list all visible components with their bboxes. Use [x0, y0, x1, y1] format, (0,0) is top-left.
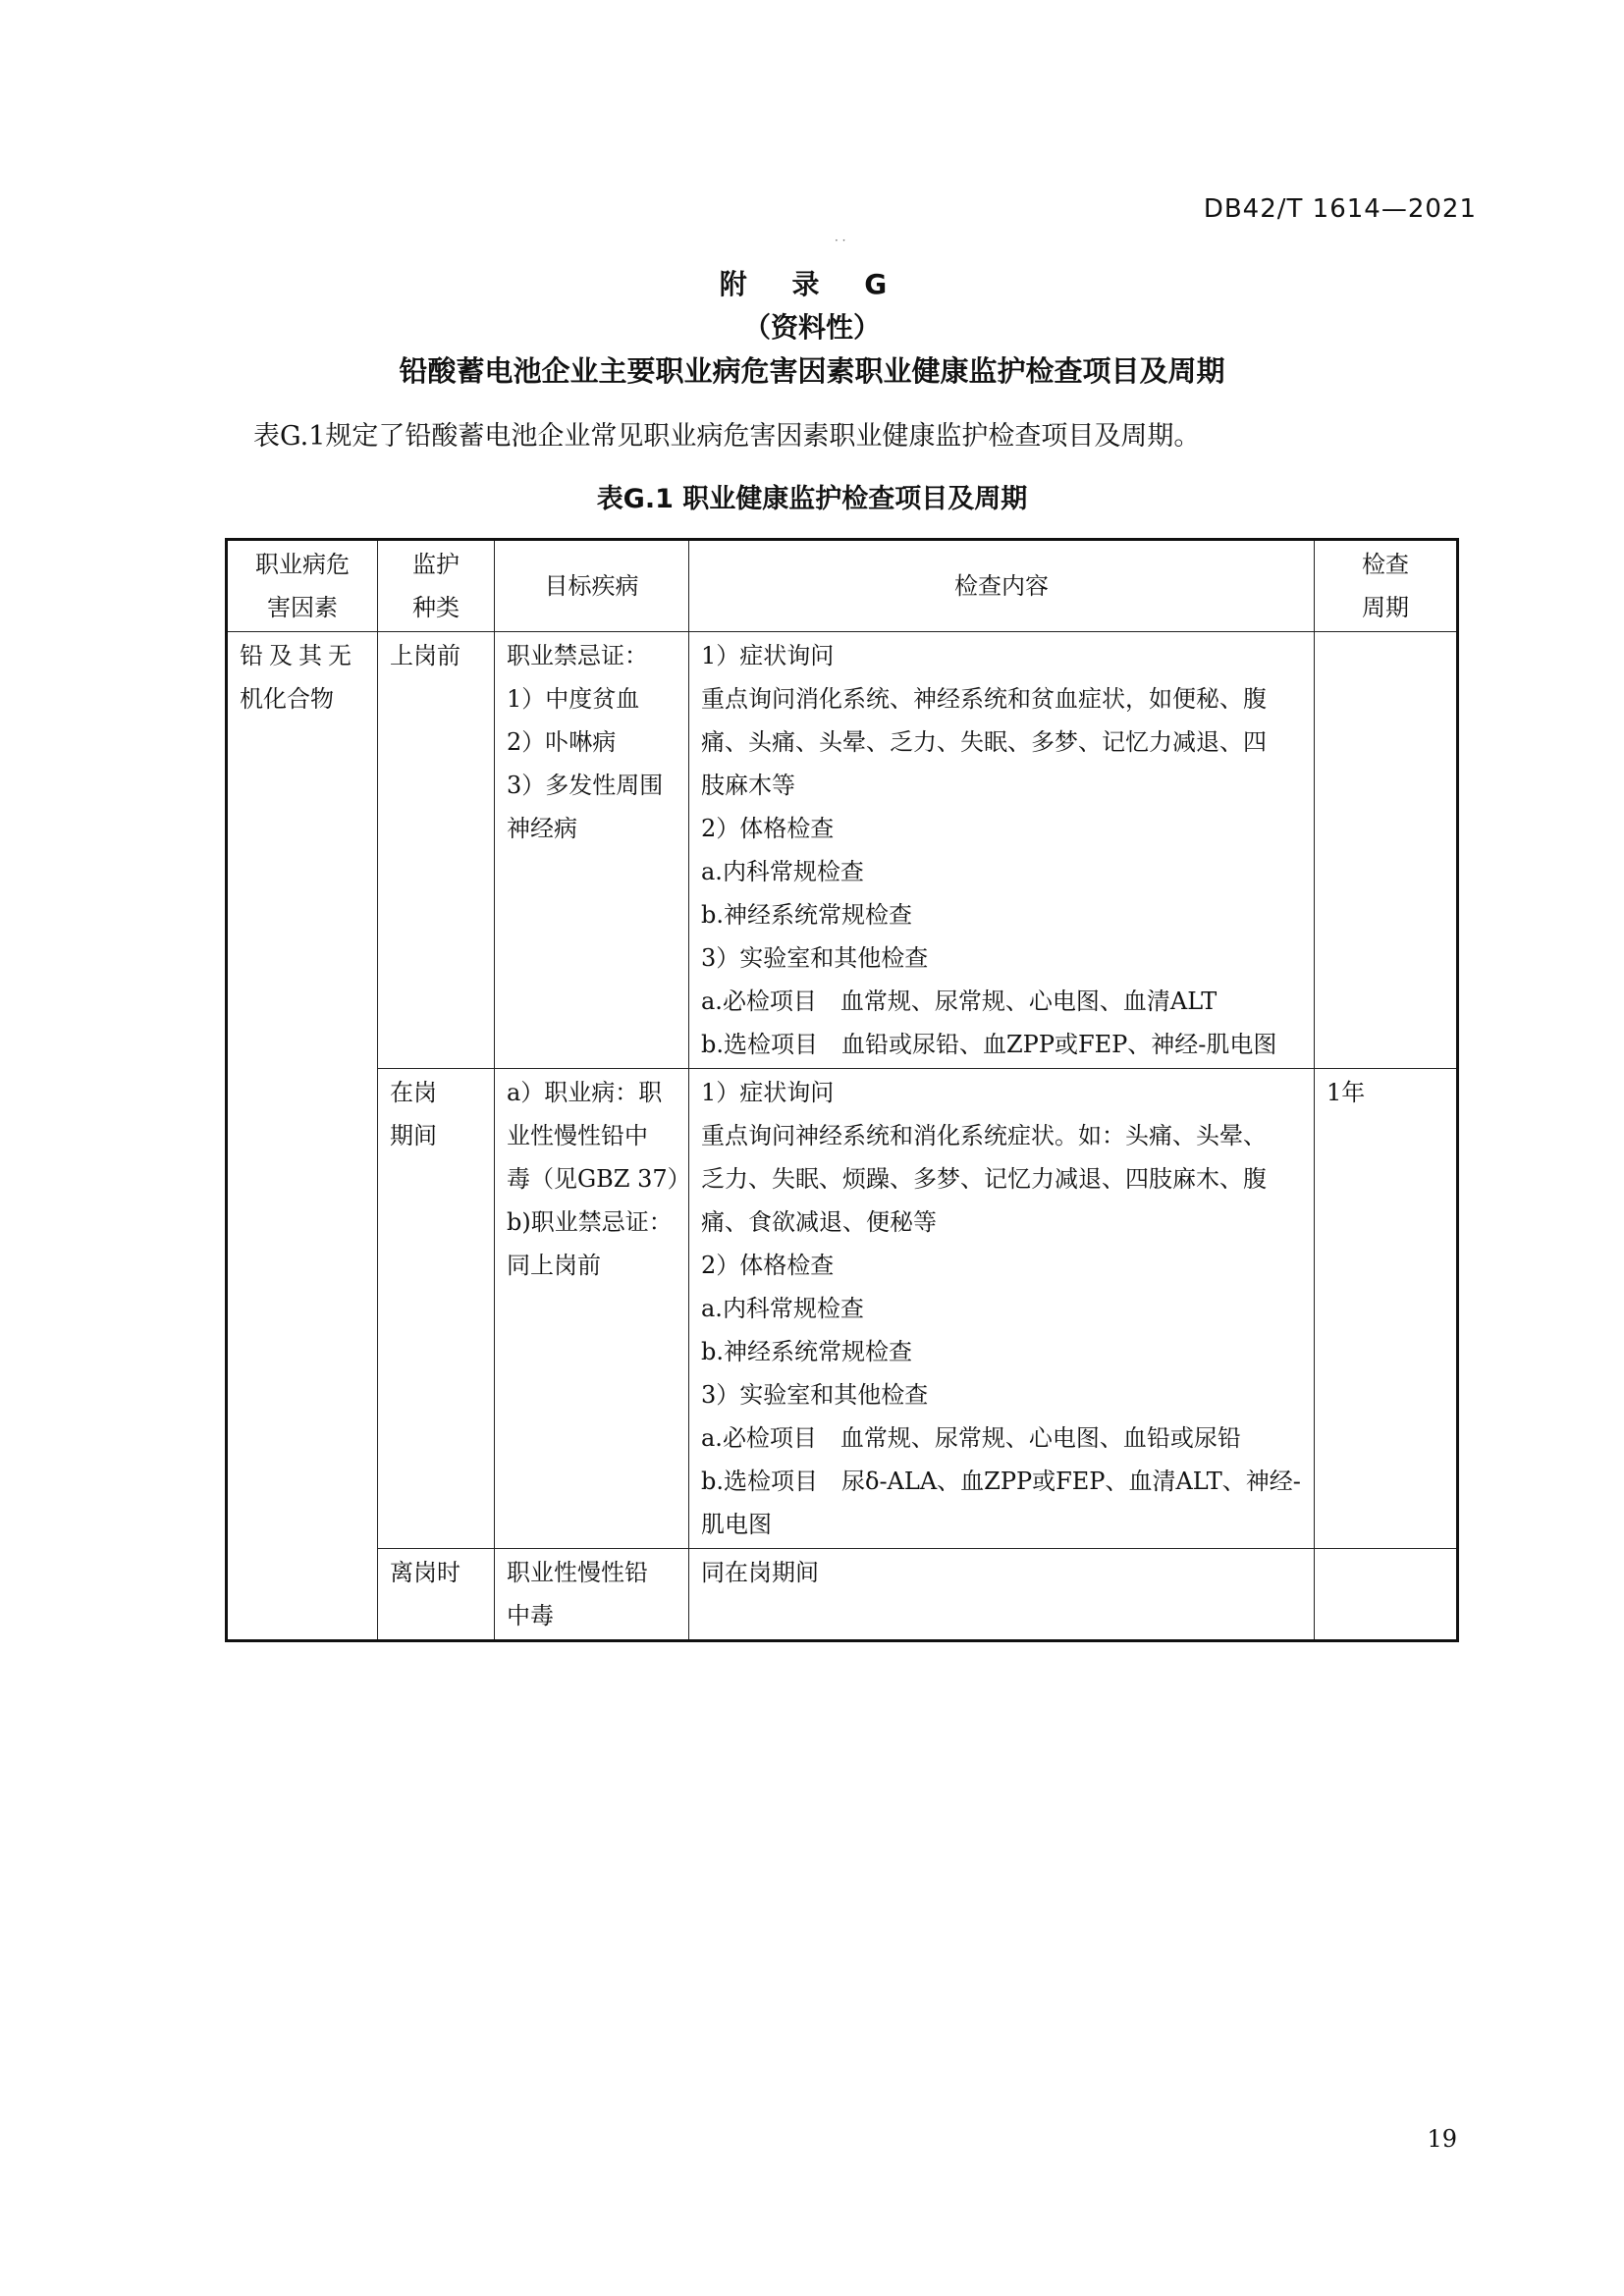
- factor-cell: [227, 632, 378, 1641]
- content-line: b.选检项目 尿δ-ALA、血ZPP或FEP、血清ALT、神经-: [701, 1468, 1301, 1495]
- content-line: 重点询问神经系统和消化系统症状。如：头痛、头晕、: [701, 1122, 1267, 1149]
- content-line: b.选检项目 血铅或尿铅、血ZPP或FEP、神经-肌电图: [701, 1031, 1277, 1058]
- target-line: 职业禁忌证：: [507, 642, 648, 669]
- content-line: 肢麻木等: [701, 772, 795, 799]
- content-line: 同在岗期间: [701, 1559, 819, 1586]
- content-line: a.必检项目 血常规、尿常规、心电图、血清ALT: [701, 988, 1218, 1015]
- content-line: 肌电图: [701, 1511, 772, 1538]
- content-line: 乏力、失眠、烦躁、多梦、记忆力减退、四肢麻木、腹: [701, 1165, 1267, 1193]
- content-line: a.内科常规检查: [701, 858, 864, 885]
- target-line: 2）卟啉病: [507, 728, 617, 756]
- content-line: a.必检项目 血常规、尿常规、心电图、血铅或尿铅: [701, 1424, 1241, 1452]
- table-caption: 表G.1 职业健康监护检查项目及周期: [596, 484, 1028, 514]
- page-number: 19: [1427, 2125, 1457, 2153]
- content-line: 1）症状询问: [701, 1079, 835, 1106]
- content-line: a.内科常规检查: [701, 1295, 864, 1322]
- header-category-line: 种类: [412, 594, 460, 621]
- content-cell: [689, 1069, 1315, 1549]
- content-line: 2）体格检查: [701, 1252, 835, 1279]
- header-cycle-line: 检查: [1362, 551, 1409, 578]
- header-cycle-line: 周期: [1362, 594, 1409, 621]
- intro-paragraph: 表G.1规定了铅酸蓄电池企业常见职业病危害因素职业健康监护检查项目及周期。: [253, 421, 1201, 452]
- target-line: 职业性慢性铅: [507, 1559, 648, 1586]
- table-row: [227, 1549, 1458, 1641]
- header-factor: [227, 540, 378, 632]
- factor-line: 铅及其无: [240, 642, 357, 669]
- header-factor-line: 害因素: [267, 594, 338, 621]
- cycle-cell: [1315, 632, 1458, 1069]
- content-cell: [689, 1549, 1315, 1641]
- header-target: 目标疾病: [495, 540, 689, 632]
- content-line: 3）实验室和其他检查: [701, 1381, 929, 1409]
- target-cell: [495, 1069, 689, 1549]
- content-line: 1）症状询问: [701, 642, 835, 669]
- content-line: 痛、头痛、头晕、乏力、失眠、多梦、记忆力减退、四: [701, 728, 1267, 756]
- category-line: 在岗: [390, 1079, 437, 1106]
- content-cell: [689, 632, 1315, 1069]
- content-line: b.神经系统常规检查: [701, 1338, 912, 1365]
- document-code: DB42/T 1614—2021: [1203, 194, 1477, 224]
- target-cell: [495, 1549, 689, 1641]
- target-line: 1）中度贫血: [507, 685, 640, 713]
- header-mark: · ·: [835, 234, 846, 247]
- target-line: 业性慢性铅中: [507, 1122, 648, 1149]
- cycle-cell: [1315, 1549, 1458, 1641]
- header-category: [378, 540, 495, 632]
- target-line: b)职业禁忌证：: [507, 1208, 673, 1236]
- table-header-row: [227, 540, 1458, 632]
- table-row: [227, 1069, 1458, 1549]
- appendix-title: 附 录 G: [719, 268, 905, 300]
- header-factor-line: 职业病危: [255, 551, 350, 578]
- header-cycle: [1315, 540, 1458, 632]
- category-line: 期间: [390, 1122, 437, 1149]
- cycle-cell: 1年: [1315, 1069, 1458, 1549]
- target-line: a）职业病：职: [507, 1079, 663, 1106]
- content-line: 痛、食欲减退、便秘等: [701, 1208, 937, 1236]
- factor-line: 机化合物: [240, 685, 334, 713]
- target-line: 中毒: [507, 1602, 554, 1629]
- header-content: 检查内容: [689, 540, 1315, 632]
- target-cell: [495, 632, 689, 1069]
- category-cell: 上岗前: [378, 632, 495, 1069]
- target-line: 毒（见GBZ 37）: [507, 1165, 691, 1193]
- target-line: 3）多发性周围: [507, 772, 664, 799]
- appendix-subtitle: （资料性）: [742, 311, 881, 344]
- category-cell: 离岗时: [378, 1549, 495, 1641]
- table-row: [227, 632, 1458, 1069]
- content-line: 3）实验室和其他检查: [701, 944, 929, 972]
- content-line: 2）体格检查: [701, 815, 835, 842]
- appendix-heading: 铅酸蓄电池企业主要职业病危害因素职业健康监护检查项目及周期: [399, 354, 1225, 388]
- header-category-line: 监护: [412, 551, 460, 578]
- content-line: b.神经系统常规检查: [701, 901, 912, 929]
- target-line: 同上岗前: [507, 1252, 601, 1279]
- content-line: 重点询问消化系统、神经系统和贫血症状，如便秘、腹: [701, 685, 1267, 713]
- target-line: 神经病: [507, 815, 577, 842]
- category-cell: [378, 1069, 495, 1549]
- monitoring-table: [225, 538, 1459, 1642]
